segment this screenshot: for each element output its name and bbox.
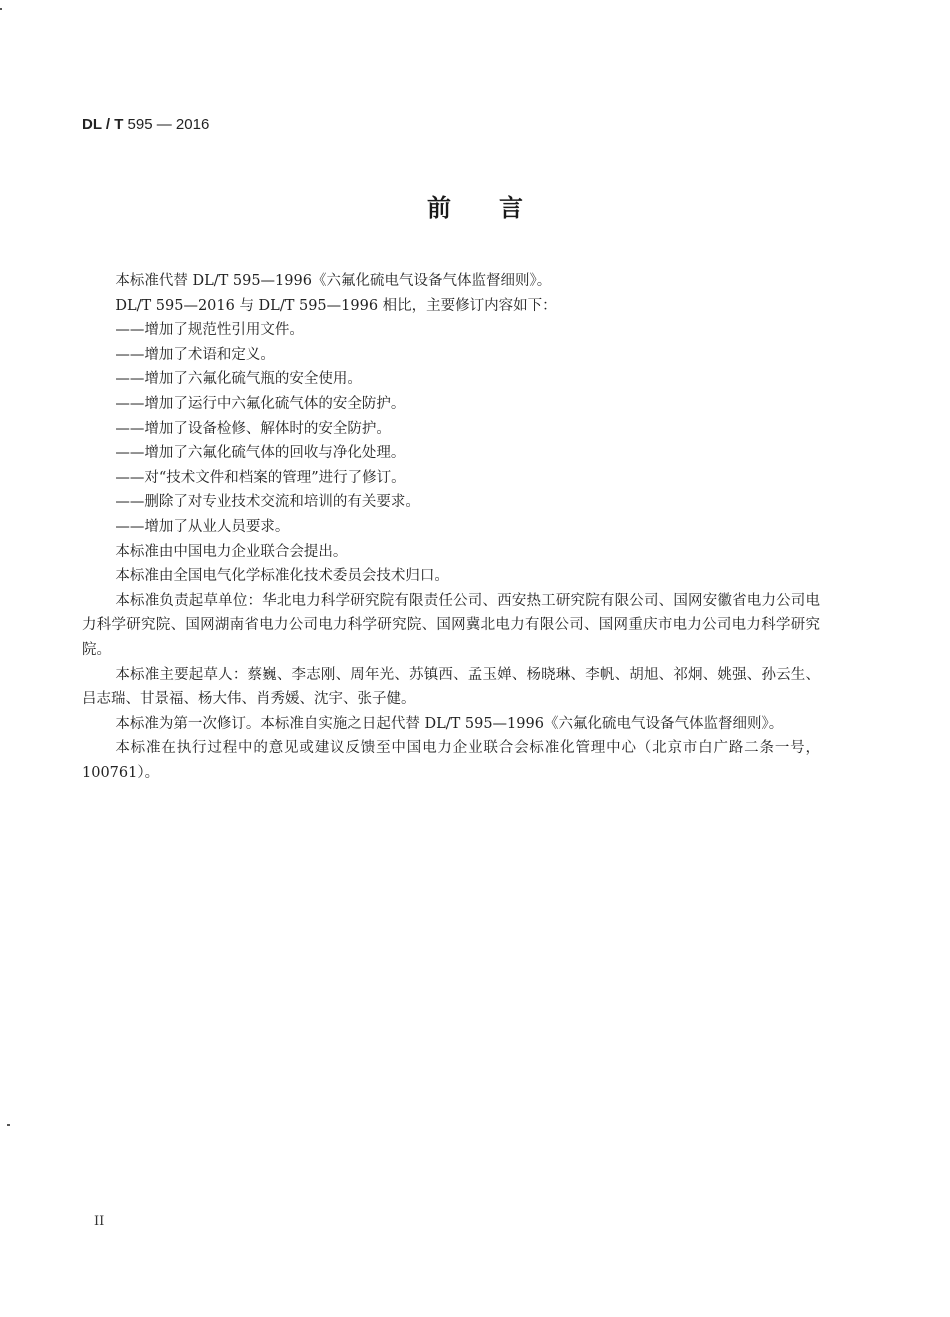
revision-list-item: ——增加了术语和定义。 xyxy=(115,346,275,363)
drafting-units-paragraph: 本标准负责起草单位：华北电力科学研究院有限责任公司、西安热工研究院有限公司、国网安徽省电力公司电力科学研究院、国网湖南省电力公司电力科学研究院、国网冀北电力有限公司、国网重庆市电力公司电力科学研究院。 xyxy=(82,592,820,658)
revision-list-item: ——增加了从业人员要求。 xyxy=(115,518,290,535)
foreword-body xyxy=(82,269,820,785)
paragraph: 本标准由全国电气化学标准化技术委员会技术归口。 xyxy=(115,568,449,585)
drafters-paragraph: 本标准主要起草人：蔡巍、李志刚、周年光、苏镇西、孟玉婵、杨晓琳、李帆、胡旭、祁炯、姚强、孙云生、吕志瑞、甘景福、杨大伟、肖秀媛、沈宇、张子健。 xyxy=(82,666,820,708)
revision-list-item: ——增加了设备检修、解体时的安全防护。 xyxy=(115,420,391,437)
page-number: II xyxy=(94,1214,105,1229)
standard-code-number: 595 — 2016 xyxy=(123,116,210,133)
standard-code-prefix: DL / T xyxy=(82,116,124,133)
revision-list-item: ——增加了规范性引用文件。 xyxy=(115,322,304,339)
revision-list-item: ——增加了六氟化硫气体的回收与净化处理。 xyxy=(115,445,406,462)
paragraph: 本标准为第一次修订。本标准自实施之日起代替 DL/T 595—1996《六氟化硫电气设备气体监督细则》。 xyxy=(115,715,784,732)
revision-list-item: ——增加了运行中六氟化硫气体的安全防护。 xyxy=(115,395,406,412)
scan-speck xyxy=(0,8,2,10)
scan-speck xyxy=(7,1124,10,1126)
revision-list-item: ——对“技术文件和档案的管理”进行了修订。 xyxy=(115,469,406,486)
paragraph: 本标准由中国电力企业联合会提出。 xyxy=(115,543,348,560)
feedback-paragraph: 本标准在执行过程中的意见或建议反馈至中国电力企业联合会标准化管理中心（北京市白广路二条一号，100761）。 xyxy=(82,740,820,781)
paragraph: DL/T 595—2016 与 DL/T 595—1996 相比，主要修订内容如下： xyxy=(115,297,557,314)
revision-list-item: ——增加了六氟化硫气瓶的安全使用。 xyxy=(115,371,362,388)
standard-code-header xyxy=(82,116,209,134)
revision-list-item: ——删除了对专业技术交流和培训的有关要求。 xyxy=(115,494,420,511)
page-title: 前言 xyxy=(427,194,571,222)
paragraph: 本标准代替 DL/T 595—1996《六氟化硫电气设备气体监督细则》。 xyxy=(115,273,552,289)
